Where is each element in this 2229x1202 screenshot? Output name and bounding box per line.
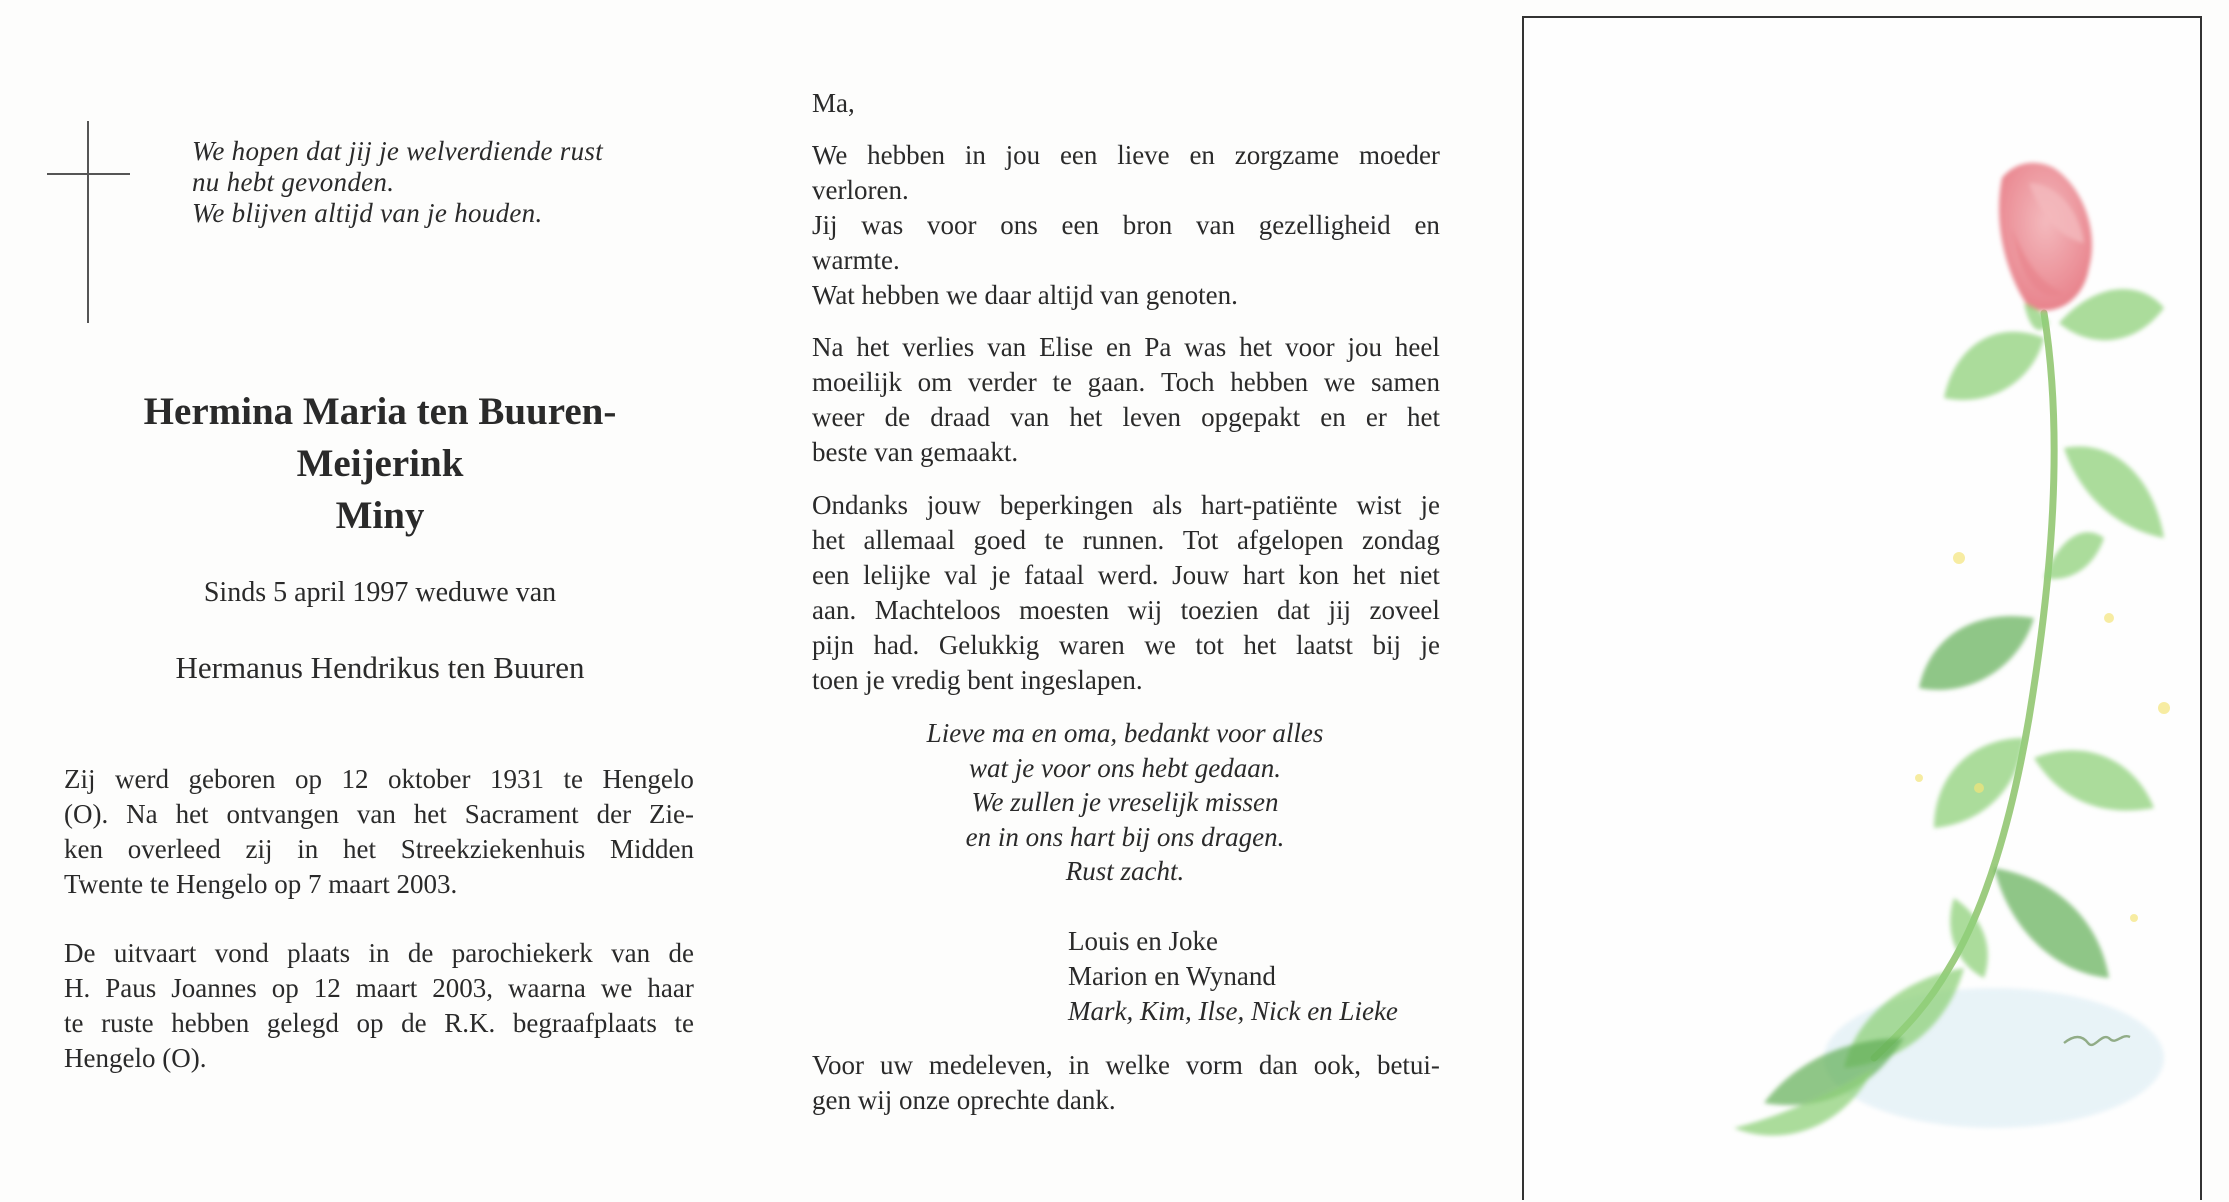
word: Paus: [105, 973, 157, 1003]
word: Jij: [812, 210, 838, 240]
greeting: Ma,: [812, 88, 855, 118]
word: Gelukkig: [938, 630, 1040, 660]
word: Voor: [812, 1050, 865, 1080]
word: dat: [1277, 595, 1311, 625]
word: aan.: [812, 595, 857, 625]
word: en: [1320, 402, 1346, 432]
word: maart: [355, 973, 418, 1003]
word: en: [1105, 332, 1132, 362]
paragraph-3: [812, 488, 1440, 698]
verse-line: nu hebt gevonden.: [192, 167, 395, 197]
word: vorm: [1185, 1050, 1243, 1080]
word: H.: [64, 973, 91, 1003]
word: hebben: [1230, 367, 1309, 397]
word: Elise: [1039, 332, 1094, 362]
word: het: [175, 799, 209, 829]
word: Joannes: [171, 973, 257, 1003]
funeral-line: [64, 971, 694, 1006]
word: het: [812, 525, 845, 555]
word: verlies: [902, 332, 975, 362]
text-line: [812, 400, 1440, 435]
word: hart: [1242, 560, 1285, 590]
word: Na: [126, 799, 158, 829]
word: lelijke: [863, 560, 931, 590]
poem-line: We zullen je vreselijk missen: [971, 787, 1279, 817]
word: val: [944, 560, 978, 590]
text-line: [812, 593, 1440, 628]
word: en: [1189, 140, 1215, 170]
word: De: [64, 938, 96, 968]
word: runnen.: [1082, 525, 1165, 555]
word: van: [987, 332, 1027, 362]
word: je: [990, 560, 1011, 590]
word: welke: [1105, 1050, 1170, 1080]
poem-line: Rust zacht.: [1065, 856, 1185, 886]
word: het: [856, 332, 890, 362]
word: te: [1052, 367, 1072, 397]
word: vond: [214, 938, 269, 968]
funeral-line: Hengelo (O).: [64, 1043, 207, 1073]
word: uitvaart: [113, 938, 197, 968]
word: je: [1420, 630, 1440, 660]
word: Zij: [64, 764, 96, 794]
text-line: [812, 208, 1440, 243]
word: een: [812, 560, 850, 590]
bio-line: [64, 762, 694, 797]
deceased-name: [80, 386, 680, 542]
word: fataal: [1024, 560, 1085, 590]
word: in: [964, 140, 986, 170]
word: te: [563, 764, 583, 794]
word: in: [1068, 1050, 1090, 1080]
word: Tot: [1182, 525, 1219, 555]
widow-line: Sinds 5 april 1997 weduwe van: [203, 577, 557, 608]
word: Pa: [1144, 332, 1172, 362]
signature-line: Louis en Joke: [1068, 926, 1218, 956]
biography: [64, 762, 694, 902]
word: medeleven,: [928, 1050, 1053, 1080]
word: van: [611, 938, 651, 968]
word: was: [1184, 332, 1227, 362]
word: betui-: [1376, 1050, 1440, 1080]
word: op: [271, 973, 299, 1003]
cross-icon: [87, 121, 89, 323]
illustration-panel: [1522, 16, 2202, 1200]
rose-bud: [1999, 163, 2092, 330]
word: van: [356, 799, 396, 829]
paragraph-2: [812, 330, 1440, 470]
paragraph-1: [812, 138, 1440, 313]
word: verder: [967, 367, 1037, 397]
signature-line: Marion en Wynand: [1068, 961, 1276, 991]
word: het: [1352, 560, 1386, 590]
word: Sacrament: [464, 799, 579, 829]
word: afgelopen: [1236, 525, 1344, 555]
word: Ondanks: [812, 490, 908, 520]
poem-line: en in ons hart bij ons dragen.: [965, 821, 1285, 852]
funeral-line: [64, 936, 694, 971]
word: begraafplaats: [512, 1008, 657, 1038]
closing-poem: [830, 716, 1420, 889]
word: op: [356, 1008, 384, 1038]
word: je: [1420, 490, 1440, 520]
word: zij: [245, 834, 273, 864]
word: gezelligheid: [1258, 210, 1391, 240]
word: een: [1061, 210, 1099, 240]
word: had.: [873, 630, 920, 660]
text-line: verloren.: [812, 175, 909, 205]
word: het: [343, 834, 377, 864]
word: hebben: [867, 140, 946, 170]
text-line: gen wij onze oprechte dank.: [812, 1085, 1116, 1115]
word: 12: [313, 973, 341, 1003]
word: heel: [1394, 332, 1440, 362]
word: oktober: [387, 764, 471, 794]
word: van: [1196, 210, 1235, 240]
word: en: [1414, 210, 1440, 240]
word: parochiekerk: [451, 938, 593, 968]
text-line: [812, 628, 1440, 663]
word: lieve: [1117, 140, 1170, 170]
bio-line: [64, 797, 694, 832]
text-line: [812, 365, 1440, 400]
word: dan: [1258, 1050, 1298, 1080]
bio-line: Twente te Hengelo op 7 maart 2003.: [64, 869, 458, 899]
word: jou: [1005, 140, 1041, 170]
word: tot: [1195, 630, 1224, 660]
memorial-verse: [192, 136, 712, 229]
word: bron: [1122, 210, 1173, 240]
text-line: [812, 1048, 1440, 1083]
rose-illustration: [1524, 18, 2200, 1202]
signatures: [1068, 924, 1468, 1029]
word: moeder: [1358, 140, 1440, 170]
husband-name: Hermanus Hendrikus ten Buuren: [175, 650, 585, 685]
word: Jouw: [1172, 560, 1230, 590]
word: het: [1406, 402, 1440, 432]
word: R.K.: [444, 1008, 496, 1038]
word: jou: [1347, 332, 1383, 362]
word: het: [1239, 332, 1273, 362]
word: Toch: [1160, 367, 1215, 397]
text-line: beste van gemaakt.: [812, 437, 1019, 467]
word: van: [1010, 402, 1050, 432]
word: het: [1243, 630, 1277, 660]
word: een: [1059, 140, 1098, 170]
word: Na: [812, 332, 844, 362]
word: Zie-: [649, 799, 694, 829]
word: geboren: [188, 764, 276, 794]
left-panel: [0, 0, 760, 1200]
funeral-line: [64, 1006, 694, 1041]
thanks-note: [812, 1048, 1440, 1118]
word: zondag: [1361, 525, 1440, 555]
word: werd.: [1097, 560, 1159, 590]
signature-grandchildren: Mark, Kim, Ilse, Nick en Lieke: [1068, 996, 1398, 1026]
verse-line: We blijven altijd van je houden.: [192, 198, 543, 228]
text-line: [812, 330, 1440, 365]
word: het: [413, 799, 447, 829]
word: we: [1144, 630, 1176, 660]
word: weer: [812, 402, 865, 432]
word: in: [297, 834, 319, 864]
word: toezien: [1180, 595, 1259, 625]
word: ruste: [101, 1008, 154, 1038]
word: pijn: [812, 630, 855, 660]
word: 2003,: [432, 973, 493, 1003]
word: jouw: [926, 490, 981, 520]
name-line: Meijerink: [296, 442, 464, 485]
word: voor: [1285, 332, 1335, 362]
word: gaan.: [1087, 367, 1146, 397]
word: te: [1044, 525, 1065, 555]
word: moeilijk: [812, 367, 902, 397]
verse-line: We hopen dat jij je welverdiende rust: [192, 136, 604, 166]
poem-line: wat je voor ons hebt gedaan.: [969, 752, 1281, 783]
word: waarna: [507, 973, 586, 1003]
word: uw: [879, 1050, 913, 1080]
word: opgepakt: [1201, 402, 1301, 432]
word: der: [596, 799, 632, 829]
word: jij: [1328, 595, 1351, 625]
poem-line: Lieve ma en oma, bedankt voor alles: [926, 718, 1324, 748]
word: wij: [1127, 595, 1163, 625]
word: we: [1323, 367, 1356, 397]
word: we: [600, 973, 633, 1003]
name-line: Hermina Maria ten Buuren-: [143, 390, 617, 433]
nickname: Miny: [335, 494, 425, 537]
word: te: [64, 1008, 84, 1038]
funeral-info: [64, 936, 694, 1076]
word: We: [812, 140, 848, 170]
word: de: [401, 1008, 427, 1038]
word: overleed: [127, 834, 221, 864]
word: in: [368, 938, 390, 968]
word: ons: [1000, 210, 1038, 240]
word: haar: [647, 973, 694, 1003]
text-line: [812, 523, 1440, 558]
word: gelegd: [266, 1008, 339, 1038]
word: hart-patiënte: [1201, 490, 1338, 520]
word: allemaal: [863, 525, 955, 555]
word: bij: [1372, 630, 1401, 660]
word: samen: [1370, 367, 1440, 397]
word: de: [668, 938, 694, 968]
word: werd: [115, 764, 169, 794]
text-line: [812, 488, 1440, 523]
text-line: warmte.: [812, 245, 900, 275]
word: als: [1152, 490, 1183, 520]
word: leven: [1122, 402, 1182, 432]
word: laatst: [1295, 630, 1353, 660]
word: de: [407, 938, 434, 968]
word: op: [294, 764, 322, 794]
word: moesten: [1019, 595, 1110, 625]
word: voor: [927, 210, 977, 240]
word: de: [884, 402, 911, 432]
word: draad: [930, 402, 991, 432]
word: te: [674, 1008, 694, 1038]
text-line: [812, 138, 1440, 173]
word: (O).: [64, 799, 109, 829]
word: ontvangen: [226, 799, 339, 829]
word: het: [1069, 402, 1103, 432]
word: niet: [1399, 560, 1440, 590]
text-line: [812, 558, 1440, 593]
text-line: toen je vredig bent ingeslapen.: [812, 665, 1143, 695]
word: 1931: [489, 764, 544, 794]
word: er: [1365, 402, 1387, 432]
word: was: [861, 210, 904, 240]
word: Hengelo: [602, 764, 694, 794]
text-line: Wat hebben we daar altijd van genoten.: [812, 280, 1238, 310]
bio-line: [64, 832, 694, 867]
word: Streekziekenhuis: [400, 834, 586, 864]
word: ook,: [1313, 1050, 1361, 1080]
word: plaats: [287, 938, 351, 968]
word: Machteloos: [874, 595, 1001, 625]
word: goed: [973, 525, 1026, 555]
word: Midden: [610, 834, 694, 864]
word: 12: [341, 764, 369, 794]
word: waren: [1058, 630, 1125, 660]
word: kon: [1298, 560, 1340, 590]
cross-icon-bar: [47, 173, 130, 175]
word: zoveel: [1369, 595, 1440, 625]
word: zorgzame: [1234, 140, 1340, 170]
word: hebben: [171, 1008, 250, 1038]
word: om: [917, 367, 953, 397]
word: wist: [1356, 490, 1402, 520]
word: ken: [64, 834, 103, 864]
word: beperkingen: [999, 490, 1134, 520]
